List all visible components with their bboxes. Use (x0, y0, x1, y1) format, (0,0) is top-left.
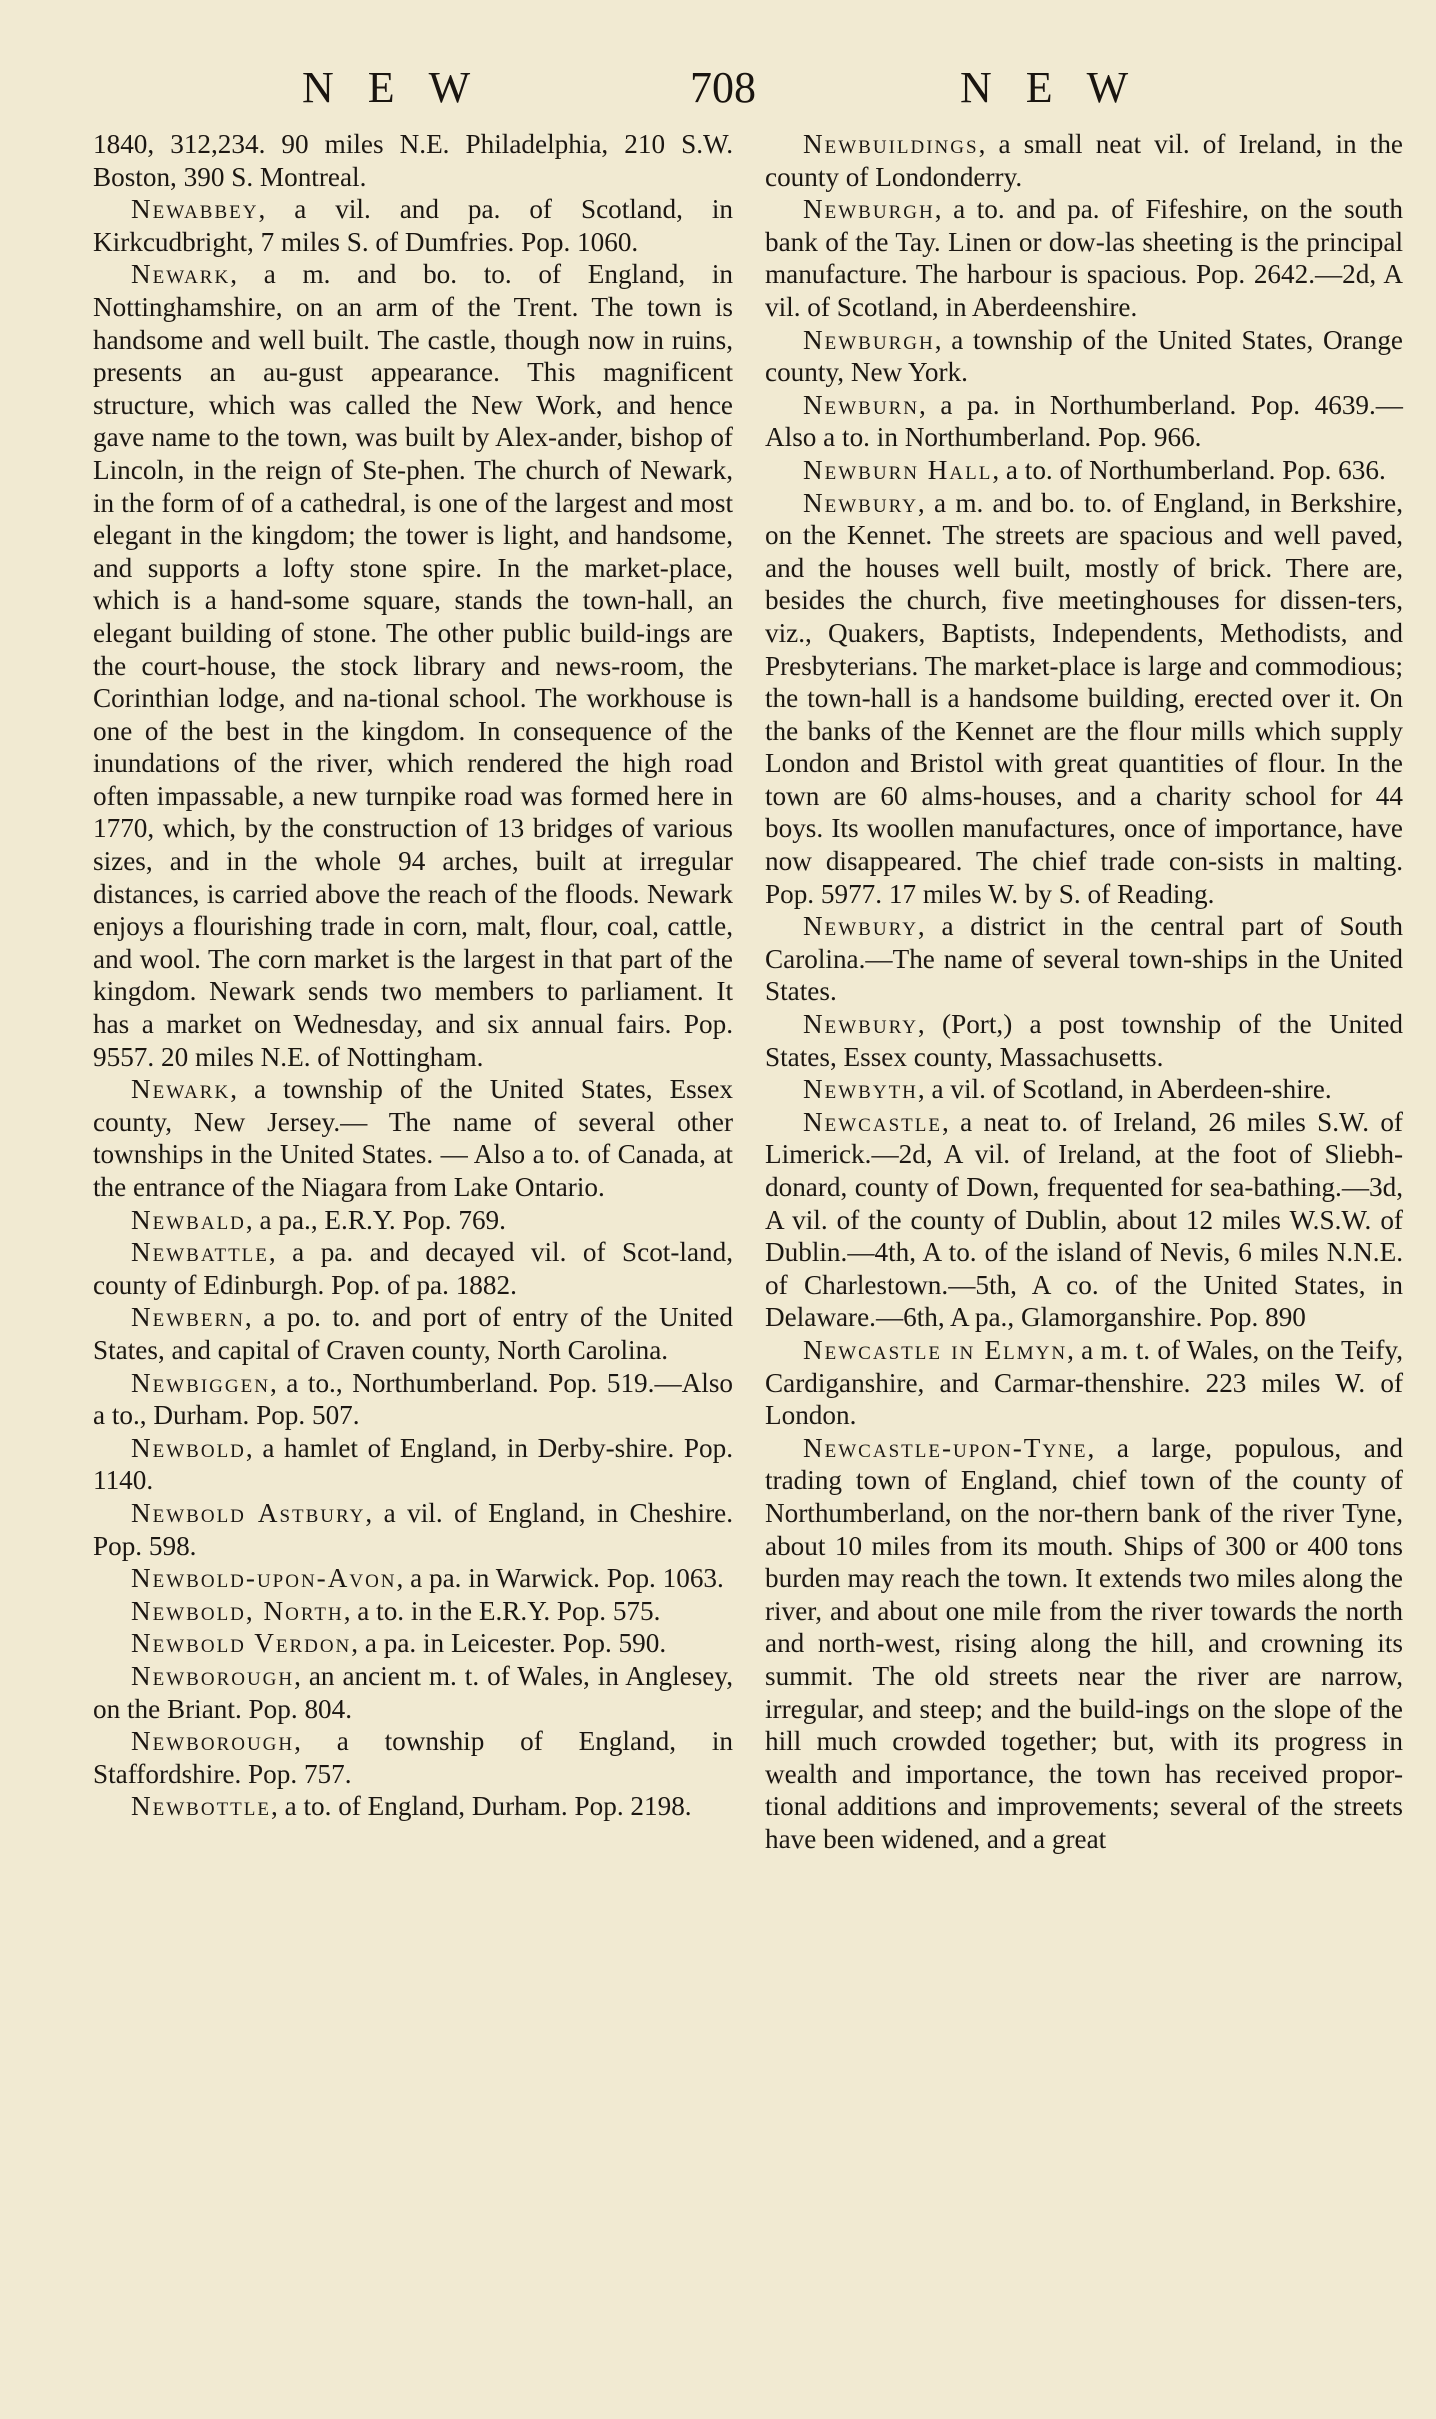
entry-headword: Newborough (131, 1660, 295, 1691)
entry-text: , a vil. of Scotland, in Aberdeen-shire. (917, 1074, 1332, 1105)
entry-text: , a m. and bo. to. of England, in Nottinghamshire, on an arm of the Trent. The town is handsome and well built. The castle, though now in ruins, presents an au-gust appearance. This magnificent structure, which was called the New Work, and hence gave name to the town, was built by Alex-ander, bishop of Lincoln, in the reign of Ste-phen. The church of Newark, in the form of of a cathedral, is one of the largest and most elegant in the kingdom; the tower is light, and handsome, and supports a lofty stone spire. In the market-place, which is a hand-some square, stands the town-hall, an elegant building of stone. The other public build-ings are the court-house, the stock library and news-room, the Corinthian lodge, and na-tional school. The workhouse is one of the best in the kingdom. In consequence of the inundations of the river, which rendered the high road often impassable, a new turnpike road was formed here in 1770, which, by the construction of 13 bridges of various sizes, and in the whole 94 arches, built at irregular distances, is carried above the reach of the floods. Newark enjoys a flourishing trade in corn, malt, flour, coal, cattle, and wool. The corn market is the largest in that part of the kingdom. Newark sends two members to parliament. It has a market on Wednesday, and six annual fairs. Pop. 9557. 20 miles N.E. of Nottingham. (93, 259, 733, 1072)
dictionary-entry (765, 1334, 1403, 1432)
dictionary-entry (93, 1497, 733, 1562)
entry-text: , a vil. and pa. of Scotland, in Kirkcudbright, 7 miles S. of Dumfries. Pop. 1060. (93, 194, 733, 257)
entry-text: , a pa. in Warwick. Pop. 1063. (396, 1563, 724, 1594)
dictionary-entry (765, 389, 1403, 454)
dictionary-entry (93, 1432, 733, 1497)
entry-text: , a pa. in Northumberland. Pop. 4639.—Also a to. in Northumberland. Pop. 966. (765, 389, 1403, 453)
entry-text: , a district in the central part of South Carolina.—The name of several town-ships in the United States. (765, 911, 1403, 1007)
entry-headword: Newbury (803, 1009, 918, 1040)
header-right-word: NEW (960, 63, 1163, 112)
entry-headword: Newcastle (803, 1106, 942, 1137)
dictionary-entry (93, 1790, 733, 1823)
entry-text: , a to. of Northumberland. Pop. 636. (992, 454, 1386, 485)
dictionary-entry (765, 128, 1403, 193)
entry-text: , a to., Northumberland. Pop. 519.—Also a to., Durham. Pop. 507. (93, 1367, 733, 1431)
entry-text: , a m. t. of Wales, on the Teify, Cardiganshire, and Carmar-thenshire. 223 miles W. of London. (765, 1334, 1403, 1431)
dictionary-entry (93, 1073, 733, 1203)
entry-text: , a neat to. of Ireland, 26 miles S.W. of Limerick.—2d, A vil. of Ireland, at the foot of Sliebh-donard, county of Down, frequented for sea-bathing.—3d, A vil. of the county of Dublin, about 12 miles W.S.W. of Dublin.—4th, A to. of the island of Nevis, 6 miles N.N.E. of Charlestown.—5th, A co. of the United States, in Delaware.—6th, A pa., Glamorganshire. Pop. 890 (765, 1106, 1403, 1333)
entry-text: , a pa., E.R.Y. Pop. 769. (245, 1204, 506, 1235)
entry-headword: Newbold-upon-Avon (131, 1563, 397, 1594)
entry-headword: Newbold Astbury (131, 1497, 366, 1528)
dictionary-entry (765, 324, 1403, 389)
entry-headword: Newbold (131, 1432, 246, 1463)
entry-headword: Newabbey (131, 194, 259, 225)
entry-text: , a pa. and decayed vil. of Scot-land, county of Edinburgh. Pop. of pa. 1882. (93, 1237, 733, 1300)
entry-text: , a township of England, in Staffordshire. Pop. 757. (93, 1726, 733, 1789)
entry-text: , (Port,) a post township of the United States, Essex county, Massachusetts. (765, 1009, 1403, 1072)
entry-headword: Newburn (803, 389, 919, 420)
entry-headword: Newburgh (803, 194, 935, 225)
entry-text: , a po. to. and port of entry of the United States, and capital of Craven county, North Carolina. (93, 1302, 733, 1365)
entry-text: , a to. and pa. of Fifeshire, on the south bank of the Tay. Linen or dow-las sheeting is the principal manufacture. The harbour is spacious. Pop. 2642.—2d, A vil. of Scotland, in Aberdeenshire. (765, 194, 1403, 322)
entry-headword: Newbern (131, 1302, 245, 1333)
entry-text: , a large, populous, and trading town of England, chief town of the county of Northumberland, on the nor-thern bank of the river Tyne, about 10 miles from its mouth. Ships of 300 or 400 tons burden may reach the town. It extends two miles along the river, and about one mile from the river towards the north and north-west, rising along the hill, and crowning its summit. The old streets near the river are narrow, irregular, and steep; and the build-ings on the slope of the hill much crowded together; but, with its progress in wealth and importance, the town has received propor-tional additions and improvements; several of the streets have been widened, and a great (765, 1432, 1403, 1854)
dictionary-entry (93, 1367, 733, 1432)
entry-headword: Newbuildings (803, 129, 979, 159)
right-column (765, 128, 1403, 1855)
dictionary-entry (93, 1595, 733, 1628)
header-left-word: NEW (302, 63, 505, 112)
dictionary-entry (93, 258, 733, 1073)
dictionary-entry (765, 1432, 1403, 1856)
dictionary-entry (93, 128, 733, 193)
dictionary-entry (765, 1106, 1403, 1334)
entry-headword: Newbold Verdon (131, 1628, 352, 1659)
entry-headword: Newcastle in Elmyn (803, 1334, 1068, 1365)
entry-headword: Newbury (803, 911, 918, 942)
entry-text: , a to. in the E.R.Y. Pop. 575. (343, 1595, 661, 1626)
entry-text: , an ancient m. t. of Wales, in Anglesey, on the Briant. Pop. 804. (93, 1660, 733, 1724)
entry-headword: Newbyth (803, 1074, 918, 1105)
dictionary-entry (93, 1204, 733, 1237)
entry-text: , a to. of England, Durham. Pop. 2198. (271, 1791, 692, 1822)
entry-headword: Newbottle (131, 1791, 271, 1822)
page-number: 708 (690, 63, 756, 112)
entry-headword: Newborough (131, 1726, 295, 1757)
entry-headword: Newburn Hall (803, 454, 993, 485)
entry-headword: Newbold, North (131, 1595, 344, 1626)
entry-headword: Newbattle (131, 1237, 269, 1268)
running-header (0, 62, 1436, 132)
entry-text: , a hamlet of England, in Derby-shire. Pop. 1140. (93, 1432, 733, 1496)
entry-text: , a township of the United States, Essex county, New Jersey.— The name of several other townships in the United States. — Also a to. of Canada, at the entrance of the Niagara from Lake Ontario. (93, 1074, 733, 1202)
entry-headword: Newbury (803, 487, 918, 518)
dictionary-entry (765, 454, 1403, 487)
entry-text: , a m. and bo. to. of England, in Berkshire, on the Kennet. The streets are spacious and well paved, and the houses well built, mostly of brick. There are, besides the church, five meetinghouses for dissen-ters, viz., Quakers, Baptists, Independents, Methodists, and Presbyterians. The market-place is large and commodious; the town-hall is a handsome building, erected over it. On the banks of the Kennet are the flour mills which supply London and Bristol with great quantities of flour. In the town are 60 alms-houses, and a charity school for 44 boys. Its woollen manufactures, once of importance, have now disappeared. The chief trade con-sists in malting. Pop. 5977. 17 miles W. by S. of Reading. (765, 487, 1403, 909)
entry-headword: Newburgh (803, 324, 935, 355)
dictionary-entry (765, 487, 1403, 911)
entry-text: , a township of the United States, Orange county, New York. (765, 324, 1403, 388)
entry-headword: Newark (131, 259, 231, 290)
entry-text: , a pa. in Leicester. Pop. 590. (351, 1628, 667, 1659)
entry-headword: Newbald (131, 1204, 246, 1235)
entry-headword: Newark (131, 1074, 231, 1105)
dictionary-entry (765, 910, 1403, 1008)
dictionary-entry (765, 1073, 1403, 1106)
dictionary-entry (93, 1236, 733, 1301)
dictionary-entry (93, 1725, 733, 1790)
entry-text: , a small neat vil. of Ireland, in the county of Londonderry. (765, 129, 1403, 192)
dictionary-entry (93, 1627, 733, 1660)
dictionary-entry (93, 1660, 733, 1725)
entry-headword: Newcastle-upon-Tyne (803, 1432, 1088, 1463)
dictionary-entry (765, 1008, 1403, 1073)
dictionary-entry (93, 1301, 733, 1366)
entry-text: , a vil. of England, in Cheshire. Pop. 598. (93, 1497, 733, 1561)
dictionary-entry (765, 193, 1403, 323)
dictionary-entry (93, 193, 733, 258)
dictionary-entry (93, 1562, 733, 1595)
entry-text: 1840, 312,234. 90 miles N.E. Philadelphia, 210 S.W. Boston, 390 S. Montreal. (93, 129, 733, 192)
entry-headword: Newbiggen (131, 1367, 270, 1398)
left-column (93, 128, 733, 1823)
